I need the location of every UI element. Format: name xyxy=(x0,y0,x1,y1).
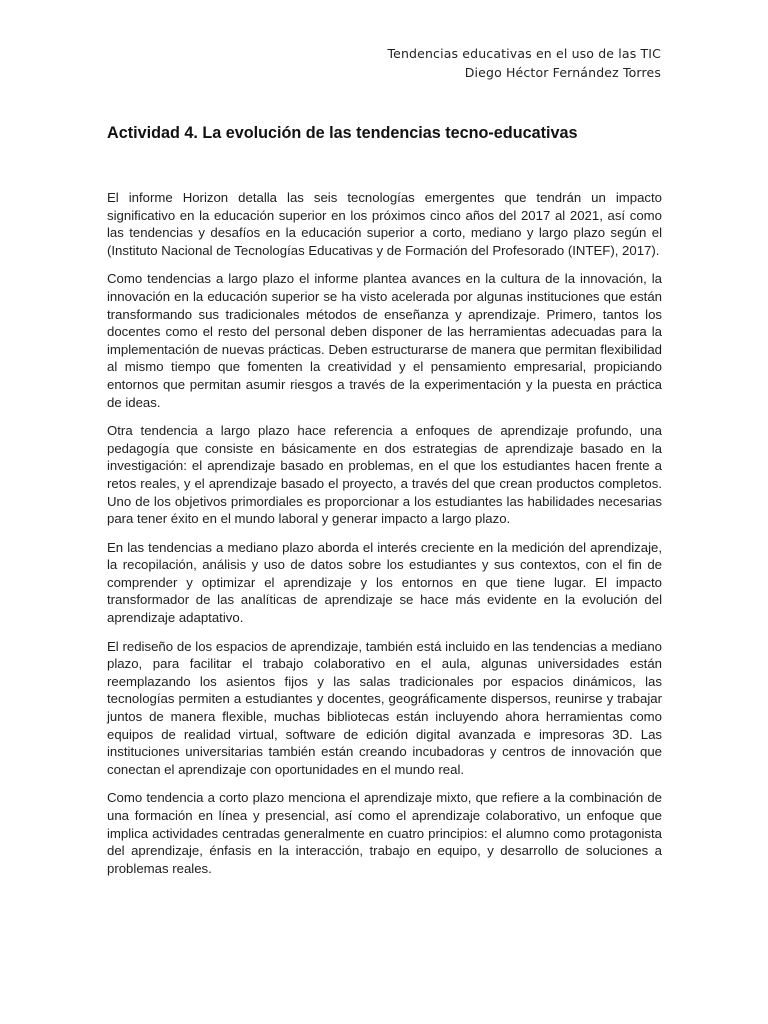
page-title: Actividad 4. La evolución de las tendencias tecno-educativas xyxy=(107,124,578,142)
paragraph-2: Como tendencias a largo plazo el informe plantea avances en la cultura de la innovación, la innovación en la educación superior se ha visto acelerada por algunas instituciones que están transformando sus tradicionales métodos de enseñanza y aprendizaje. Primero, tantos los docentes como el resto del personal deben disponer de las herramientas adecuadas para la implementación de nuevas prácticas. Deben estructurarse de manera que permitan flexibilidad al mismo tiempo que fomenten la creatividad y el pensamiento empresarial, propiciando entornos que permitan asumir riesgos a través de la experimentación y la puesta en práctica de ideas. xyxy=(107,271,662,410)
paragraph-3: Otra tendencia a largo plazo hace referencia a enfoques de aprendizaje profundo, una pedagogía que consiste en básicamente en dos estrategias de aprendizaje basado en la investigación: el aprendizaje basado en problemas, en el que los estudiantes hacen frente a retos reales, y el aprendizaje basado el proyecto, a través del que crean productos completos. Uno de los objetivos primordiales es proporcionar a los estudiantes las habilidades necesarias para tener éxito en el mundo laboral y generar impacto a largo plazo. xyxy=(107,423,662,527)
author-name: Diego Héctor Fernández Torres xyxy=(464,65,661,80)
paragraph-5: El rediseño de los espacios de aprendizaje, también está incluido en las tendencias a mediano plazo, para facilitar el trabajo colaborativo en el aula, algunas universidades están reemplazando los asientos fijos y las salas tradicionales por espacios dinámicos, las tecnologías permiten a estudiantes y docentes, geográficamente dispersos, reunirse y trabajar juntos de manera flexible, muchas bibliotecas están incluyendo ahora herramientas como equipos de realidad virtual, software de edición digital avanzada e impresoras 3D. Las instituciones universitarias también están creando incubadoras y centros de innovación que conectan el aprendizaje con oportunidades en el mundo real. xyxy=(107,638,662,777)
document-body xyxy=(107,189,662,888)
paragraph-1: El informe Horizon detalla las seis tecnologías emergentes que tendrán un impacto significativo en la educación superior en los próximos cinco años del 2017 al 2021, así como las tendencias y desafíos en la educación superior a corto, mediano y largo plazo según el (Instituto Nacional de Tecnologías Educativas y de Formación del Profesorado (INTEF), 2017). xyxy=(107,190,662,258)
paragraph-4: En las tendencias a mediano plazo aborda el interés creciente en la medición del aprendizaje, la recopilación, análisis y uso de datos sobre los estudiantes y sus contextos, con el fin de comprender y optimizar el aprendizaje y los entornos en que tiene lugar. El impacto transformador de las analíticas de aprendizaje se hace más evidente en la evolución del aprendizaje adaptativo. xyxy=(107,539,662,626)
page-header xyxy=(387,44,661,82)
course-name: Tendencias educativas en el uso de las TIC xyxy=(387,46,661,61)
paragraph-6: Como tendencia a corto plazo menciona el aprendizaje mixto, que refiere a la combinación de una formación en línea y presencial, así como el aprendizaje colaborativo, un enfoque que implica actividades centradas generalmente en cuatro principios: el alumno como protagonista del aprendizaje, énfasis en la interacción, trabajo en equipo, y desarrollo de soluciones a problemas reales. xyxy=(107,790,662,876)
